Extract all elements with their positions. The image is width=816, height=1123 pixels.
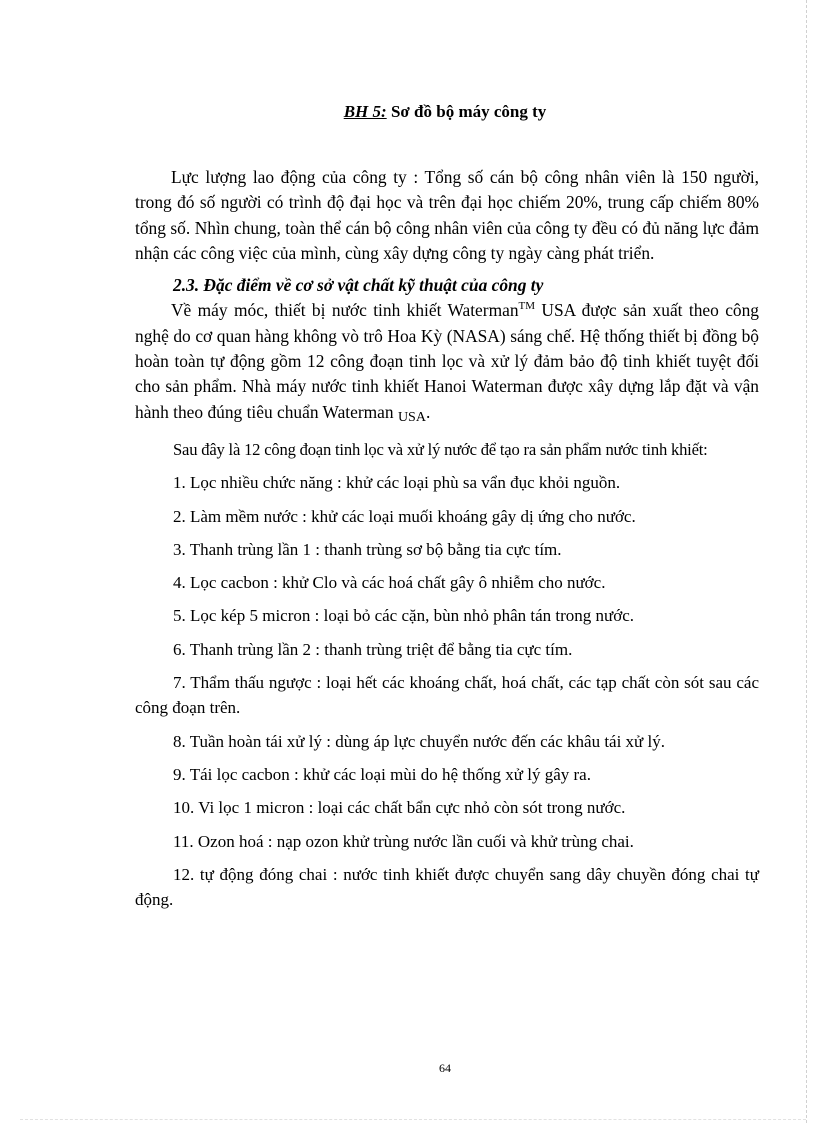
step-item: 6. Thanh trùng lần 2 : thanh trùng triệt để bằng tia cực tím. (173, 639, 573, 659)
step-item: 8. Tuần hoàn tái xử lý : dùng áp lực chuyển nước đến các khâu tái xử lý. (173, 731, 665, 751)
equipment-text-part1: Về máy móc, thiết bị nước tinh khiết Waterman (171, 300, 519, 321)
step-item: 12. tự động đóng chai : nước tinh khiết được chuyển sang dây chuyền đóng chai tự động. (135, 864, 759, 910)
equipment-text-end: . (425, 401, 431, 422)
trademark-superscript: TM (518, 300, 536, 313)
figure-caption (0, 102, 816, 122)
step-item: 11. Ozon hoá : nạp ozon khử trùng nước lần cuối và khử trùng chai. (173, 831, 634, 851)
page-number: 64 (439, 1061, 451, 1075)
step-item: 9. Tái lọc cacbon : khử các loại mùi do hệ thống xử lý gây ra. (173, 764, 591, 784)
equipment-text-part2: USA được sản xuất theo công nghệ do cơ quan hàng không vò trô Hoa Kỳ (NASA) sáng chế. Hệ thống thiết bị đồng bộ hoàn toàn tự động gồm 12 công đoạn tinh lọc và xử lý đảm bảo độ tinh khiết tuyệt đối cho sản phẩm. Nhà máy nước tinh khiết Hanoi Waterman được xây dựng lắp đặt và vận hành theo đúng tiêu chuẩn Waterman (135, 300, 759, 422)
step-item: 1. Lọc nhiều chức năng : khử các loại phù sa vẩn đục khỏi nguồn. (173, 473, 621, 493)
steps-intro: Sau đây là 12 công đoạn tinh lọc và xử lý nước để tạo ra sản phẩm nước tinh khiết: (173, 439, 708, 459)
step-item: 5. Lọc kép 5 micron : loại bỏ các cặn, bùn nhỏ phân tán trong nước. (173, 606, 635, 626)
page-edge (806, 0, 807, 1123)
step-item: 4. Lọc cacbon : khử Clo và các hoá chất gây ô nhiễm cho nước. (173, 573, 606, 593)
figure-label: BH 5: (343, 102, 387, 121)
step-item: 7. Thẩm thấu ngược : loại hết các khoáng chất, hoá chất, các tạp chất còn sót sau các công đoạn trên. (135, 673, 759, 718)
figure-title: Sơ đồ bộ máy công ty (386, 102, 547, 121)
page-bottom-edge (20, 1119, 806, 1120)
step-item: 2. Làm mềm nước : khử các loại muối khoáng gây dị ứng cho nước. (173, 506, 636, 526)
step-item: 3. Thanh trùng lần 1 : thanh trùng sơ bộ bằng tia cực tím. (173, 539, 562, 559)
document-body (135, 165, 759, 912)
equipment-paragraph (135, 298, 759, 429)
section-heading: 2.3. Đặc điểm về cơ sở vật chất kỹ thuật của công ty (173, 275, 544, 296)
usa-subscript: USA (397, 409, 426, 425)
step-item: 10. Vi lọc 1 micron : loại các chất bẩn cực nhỏ còn sót trong nước. (173, 798, 626, 818)
workforce-paragraph: Lực lượng lao động của công ty : Tổng số cán bộ công nhân viên là 150 người, trong đó số người có trình độ đại học và trên đại học chiếm 20%, trung cấp chiếm 80% tổng số. Nhìn chung, toàn thể cán bộ công nhân viên của công ty đều có đủ năng lực đảm nhận các công việc của mình, cùng xây dựng công ty ngày càng phát triển. (135, 167, 759, 263)
